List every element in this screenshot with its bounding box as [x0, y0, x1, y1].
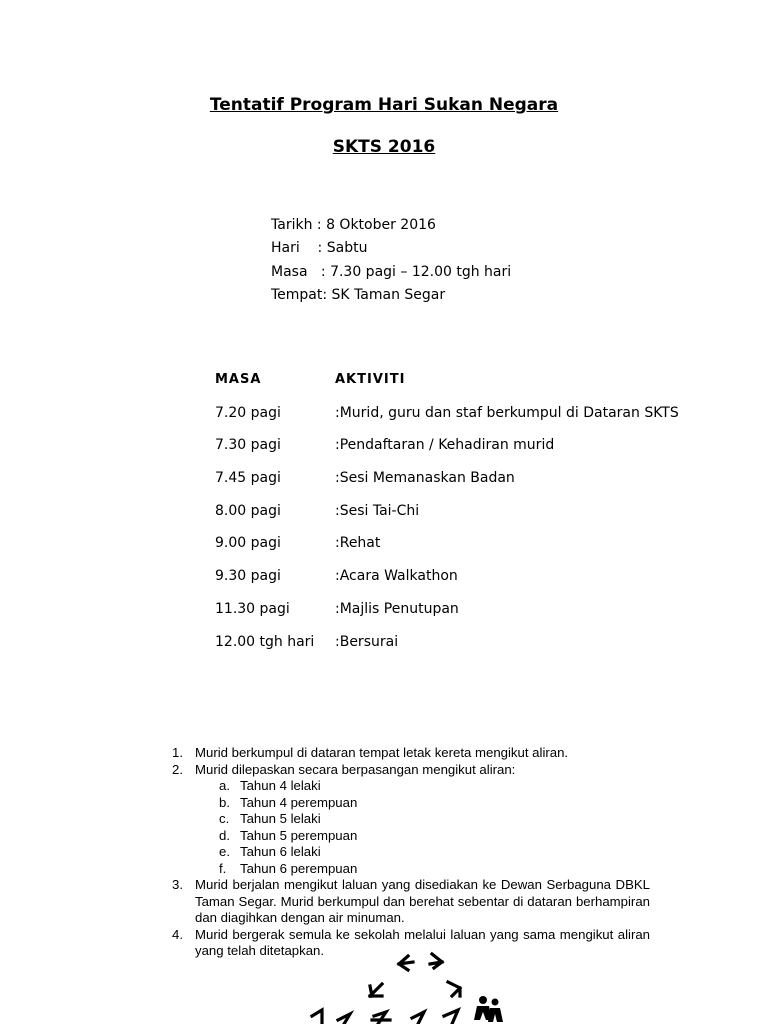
schedule-time: 9.30 pagi: [215, 568, 281, 585]
sub-item: [172, 861, 650, 878]
info-value: 8 Oktober 2016: [326, 217, 436, 233]
arrow-icon: [372, 1012, 390, 1024]
note-item: [172, 745, 650, 762]
info-label: Hari :: [271, 240, 327, 257]
schedule-time: 11.30 pagi: [215, 600, 290, 617]
info-value: 7.30 pagi – 12.00 tgh hari: [330, 263, 512, 280]
sub-text: Tahun 5 lelaki: [240, 811, 321, 826]
schedule-activity: :Sesi Tai-Chi: [335, 502, 420, 519]
schedule-time: 8.00 pagi: [215, 502, 281, 519]
note-number: 4.: [172, 926, 183, 942]
schedule-time: 12.00 tgh hari: [215, 633, 315, 650]
arrow-icon: [430, 954, 442, 968]
schedule-activity: :Acara Walkathon: [335, 568, 458, 585]
info-label: Tempat:: [271, 286, 332, 303]
sub-letter: e.: [219, 844, 230, 859]
info-row-day: [271, 237, 511, 260]
arrow-icon: [448, 982, 460, 996]
note-text: Murid bergerak semula ke sekolah melalui laluan yang sama mengikut aliran yang telah ditetapkan.: [195, 926, 650, 958]
sub-text: Tahun 6 perempuan: [240, 860, 358, 876]
arrow-icon: [370, 984, 382, 996]
event-info: [271, 214, 511, 307]
sub-text: Tahun 4 perempuan: [240, 794, 358, 810]
note-number: 2.: [172, 761, 183, 777]
note-item: [172, 877, 650, 927]
note-text: Murid dilepaskan secara berpasangan mengikut aliran:: [195, 761, 516, 777]
arrow-icon: [338, 1014, 350, 1024]
schedule-activity: :Rehat: [335, 535, 381, 552]
page-subtitle: SKTS 2016: [332, 137, 436, 157]
sub-letter: c.: [219, 811, 230, 826]
sub-text: Tahun 4 lelaki: [240, 778, 321, 793]
info-row-venue: [271, 284, 511, 307]
sub-item: [172, 844, 650, 861]
schedule-time: 9.00 pagi: [215, 535, 281, 552]
column-header-activity: AKTIVITI: [335, 372, 406, 387]
sub-letter: d.: [219, 827, 230, 843]
walker-icon: [474, 996, 503, 1022]
schedule-activity: :Pendaftaran / Kehadiran murid: [335, 437, 555, 454]
info-label: Tarikh :: [271, 217, 327, 233]
arrow-icon: [412, 1012, 424, 1024]
sub-letter: f.: [219, 860, 227, 876]
schedule-time: 7.20 pagi: [215, 404, 281, 421]
note-item: [172, 762, 650, 779]
schedule-activity: :Sesi Memanaskan Badan: [335, 470, 515, 487]
note-number: 3.: [172, 877, 183, 892]
column-header-time: MASA: [215, 372, 262, 387]
info-row-time: [271, 261, 511, 284]
schedule-activity: :Murid, guru dan staf berkumpul di Dataran SKTS: [335, 404, 679, 421]
note-text: Murid berjalan mengikut laluan yang disediakan ke Dewan Serbaguna DBKL Taman Segar. Murid berkumpul dan berehat sebentar di dataran berhampiran dan diagihkan dengan air minuman.: [195, 877, 650, 925]
info-value: Sabtu: [326, 240, 368, 257]
note-text: Murid berkumpul di dataran tempat letak kereta mengikut aliran.: [195, 745, 569, 760]
sub-item: [172, 778, 650, 795]
sub-text: Tahun 6 lelaki: [240, 844, 321, 859]
info-label: Masa :: [271, 263, 331, 280]
schedule-time: 7.30 pagi: [215, 437, 281, 454]
schedule-activity: :Majlis Penutupan: [335, 600, 459, 617]
sub-text: Tahun 5 perempuan: [240, 827, 358, 843]
arrow-icon: [399, 956, 413, 970]
sub-letter: a.: [219, 778, 230, 793]
route-diagram: [300, 948, 510, 1024]
schedule-activity: :Bersurai: [335, 633, 399, 650]
page-title: Tentatif Program Hari Sukan Negara: [209, 95, 559, 115]
note-number: 1.: [172, 745, 183, 760]
sub-item: [172, 795, 650, 812]
sub-item: [172, 828, 650, 845]
sub-item: [172, 811, 650, 828]
info-value: SK Taman Segar: [331, 286, 446, 303]
sub-letter: b.: [219, 794, 230, 810]
arrow-icon: [444, 1010, 458, 1024]
schedule-time: 7.45 pagi: [215, 470, 281, 487]
info-row-date: [271, 214, 511, 237]
arrow-icon: [312, 1010, 322, 1024]
notes-list: [172, 745, 650, 960]
